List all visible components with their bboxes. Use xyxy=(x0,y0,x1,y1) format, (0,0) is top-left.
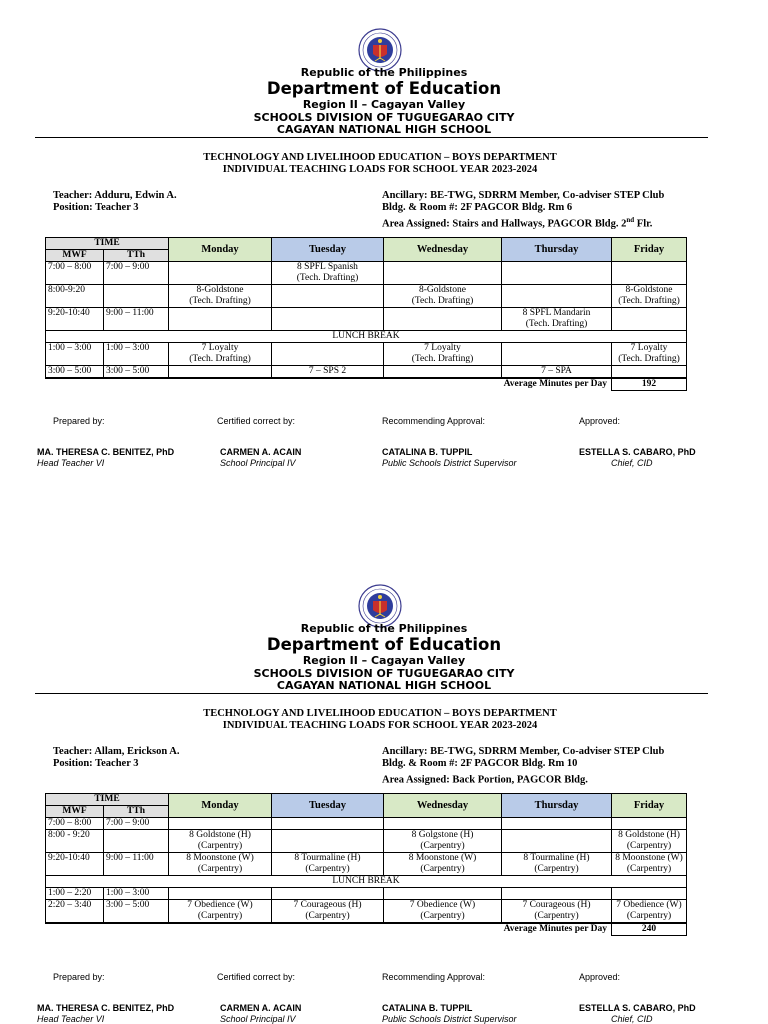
teacher-position: Position: Teacher 3 xyxy=(53,202,139,213)
schedule-cell xyxy=(384,818,502,830)
time-tth: 7:00 – 9:00 xyxy=(104,818,169,830)
teaching-load-form xyxy=(0,556,768,1024)
teacher-name: Teacher: Allam, Erickson A. xyxy=(53,746,180,757)
schedule-cell xyxy=(169,262,272,285)
schedule-cell xyxy=(384,366,502,378)
republic-label: Republic of the Philippines xyxy=(300,66,468,79)
class-subject: (Carpentry) xyxy=(305,864,350,874)
average-label: Average Minutes per Day xyxy=(46,379,612,391)
time-tth: 9:00 – 11:00 xyxy=(104,853,169,876)
class-section: 8 Goldstone (H) xyxy=(189,830,251,840)
schedule-cell xyxy=(169,853,272,876)
header-thursday: Thursday xyxy=(502,238,612,262)
schedule-cell xyxy=(272,830,384,853)
class-section: 7 Courageous (H) xyxy=(293,900,362,910)
header-time: TIME xyxy=(46,794,169,806)
schedule-cell xyxy=(272,285,384,308)
header-tuesday: Tuesday xyxy=(272,238,384,262)
class-section: 8-Goldstone xyxy=(625,285,673,295)
schedule-cell xyxy=(502,818,612,830)
time-mwf: 8:00-9:20 xyxy=(46,285,104,308)
teacher-info xyxy=(53,746,180,770)
class-section: 8 SPFL Mandarin xyxy=(522,308,591,318)
header-tth: TTh xyxy=(104,806,169,818)
area-assigned xyxy=(382,770,664,787)
area-assigned xyxy=(382,214,664,231)
class-subject: (Carpentry) xyxy=(420,864,465,874)
prepared-label: Prepared by: xyxy=(53,972,105,982)
class-section: 7 Courageous (H) xyxy=(522,900,591,910)
header-monday: Monday xyxy=(169,238,272,262)
room: Bldg. & Room #: 2F PAGCOR Bldg. Rm 10 xyxy=(382,758,578,769)
time-tth xyxy=(104,285,169,308)
prepared-label: Prepared by: xyxy=(53,416,105,426)
ancillary: Ancillary: BE-TWG, SDRRM Member, Co-adviser STEP Club xyxy=(382,746,665,757)
class-section: 8 Goldstone (H) xyxy=(618,830,680,840)
prepared-role: Head Teacher VI xyxy=(37,458,105,468)
class-section: 8 Golgstone (H) xyxy=(411,830,474,840)
table-row xyxy=(46,830,687,853)
schedule-cell xyxy=(169,900,272,923)
time-tth: 3:00 – 5:00 xyxy=(104,366,169,378)
schedule-cell xyxy=(169,888,272,900)
form-subtitle: INDIVIDUAL TEACHING LOADS FOR SCHOOL YEAR 2023-2024 xyxy=(222,164,538,175)
schedule-cell xyxy=(612,366,687,378)
table-header-row xyxy=(46,238,687,250)
class-subject: (Carpentry) xyxy=(420,841,465,851)
recommending-label: Recommending Approval: xyxy=(382,416,486,426)
schedule-cell xyxy=(272,818,384,830)
average-minutes: 192 xyxy=(612,379,687,391)
schedule-cell xyxy=(502,830,612,853)
assignment-info xyxy=(382,190,664,231)
prepared-name: MA. THERESA C. BENITEZ, PhD xyxy=(37,1003,175,1013)
class-section: 7 Obedience (W) xyxy=(409,900,476,910)
teacher-position: Position: Teacher 3 xyxy=(53,758,139,769)
table-row xyxy=(46,262,687,285)
certified-role: School Principal IV xyxy=(220,1014,296,1024)
time-mwf: 3:00 – 5:00 xyxy=(46,366,104,378)
class-subject: (Carpentry) xyxy=(420,911,465,921)
class-section: 8 Tourmaline (H) xyxy=(523,853,590,863)
schedule-cell xyxy=(384,888,502,900)
header-mwf: MWF xyxy=(46,806,104,818)
class-subject: (Carpentry) xyxy=(197,864,243,874)
class-section: 8 Tourmaline (H) xyxy=(294,853,361,863)
time-mwf: 8:00 - 9:20 xyxy=(46,830,104,853)
schedule-cell xyxy=(384,343,502,366)
header-divider xyxy=(35,693,708,694)
class-subject: (Tech. Drafting) xyxy=(525,319,588,329)
schedule-cell xyxy=(612,262,687,285)
recommending-label: Recommending Approval: xyxy=(382,972,486,982)
header-divider xyxy=(35,137,708,138)
form-title: TECHNOLOGY AND LIVELIHOOD EDUCATION – BOYS DEPARTMENT xyxy=(203,708,557,719)
approved-label: Approved: xyxy=(579,416,621,426)
certified-name: CARMEN A. ACAIN xyxy=(220,447,302,457)
class-subject: (Tech. Drafting) xyxy=(618,296,680,306)
schedule-cell xyxy=(612,888,687,900)
recommending-name: CATALINA B. TUPPIL xyxy=(382,447,473,457)
time-tth: 9:00 – 11:00 xyxy=(104,308,169,331)
table-header-row xyxy=(46,794,687,806)
schedule-cell xyxy=(502,285,612,308)
header-friday: Friday xyxy=(612,238,687,262)
form-title: TECHNOLOGY AND LIVELIHOOD EDUCATION – BOYS DEPARTMENT xyxy=(203,152,557,163)
header-thursday: Thursday xyxy=(502,794,612,818)
average-row xyxy=(46,379,687,391)
class-subject: (Carpentry) xyxy=(534,911,579,921)
time-mwf: 9:20-10:40 xyxy=(46,853,104,876)
schedule-cell xyxy=(384,830,502,853)
lunch-row xyxy=(46,876,687,888)
class-subject: (Tech. Drafting) xyxy=(411,354,474,364)
schedule-cell xyxy=(502,343,612,366)
schedule-cell xyxy=(612,308,687,331)
time-mwf: 1:00 – 2:20 xyxy=(46,888,104,900)
class-subject: (Carpentry) xyxy=(626,841,672,851)
schedule-cell xyxy=(272,308,384,331)
school-label: CAGAYAN NATIONAL HIGH SCHOOL xyxy=(276,123,492,136)
school-label: CAGAYAN NATIONAL HIGH SCHOOL xyxy=(276,679,492,692)
form-subtitle: INDIVIDUAL TEACHING LOADS FOR SCHOOL YEAR 2023-2024 xyxy=(222,720,538,731)
table-row xyxy=(46,900,687,923)
header-friday: Friday xyxy=(612,794,687,818)
division-label: SCHOOLS DIVISION OF TUGUEGARAO CITY xyxy=(253,667,515,680)
approved-role: Chief, CID xyxy=(611,1014,653,1024)
lunch-row xyxy=(46,331,687,343)
schedule-cell xyxy=(384,285,502,308)
certified-label: Certified correct by: xyxy=(217,416,296,426)
header-tth: TTh xyxy=(104,250,169,262)
assignment-info xyxy=(382,746,664,787)
class-section: 8-Goldstone xyxy=(419,285,466,295)
class-section: 8 Moonstone (W) xyxy=(186,853,254,863)
schedule-cell xyxy=(502,888,612,900)
table-row xyxy=(46,818,687,830)
table-row xyxy=(46,888,687,900)
time-mwf: 7:00 – 8:00 xyxy=(46,818,104,830)
ancillary: Ancillary: BE-TWG, SDRRM Member, Co-adviser STEP Club xyxy=(382,190,665,201)
schedule-cell xyxy=(169,830,272,853)
approved-label: Approved: xyxy=(579,972,621,982)
schedule-cell xyxy=(502,366,612,378)
class-subject: (Tech. Drafting) xyxy=(618,354,680,364)
schedule-cell xyxy=(612,830,687,853)
lunch-break: LUNCH BREAK xyxy=(46,331,687,343)
area-text: Area Assigned: Stairs and Hallways, PAGCOR Bldg. 2 xyxy=(382,218,627,230)
class-section: 7 Obedience (W) xyxy=(616,900,682,910)
schedule-cell xyxy=(169,818,272,830)
time-tth: 1:00 – 3:00 xyxy=(104,888,169,900)
time-tth xyxy=(104,830,169,853)
department-title: Department of Education xyxy=(266,79,502,98)
class-subject: (Carpentry) xyxy=(534,864,579,874)
header-wednesday: Wednesday xyxy=(384,794,502,818)
teacher-name: Teacher: Adduru, Edwin A. xyxy=(53,190,177,201)
area-text-end: Flr. xyxy=(634,218,653,230)
header-mwf: MWF xyxy=(46,250,104,262)
class-subject: (Carpentry) xyxy=(197,911,243,921)
area-text: Area Assigned: Back Portion, PAGCOR Bldg. xyxy=(382,774,588,786)
table-row xyxy=(46,853,687,876)
schedule-cell xyxy=(612,853,687,876)
class-subject: (Tech. Drafting) xyxy=(189,354,251,364)
class-section: 8 Moonstone (W) xyxy=(615,853,683,863)
schedule-cell xyxy=(272,262,384,285)
time-tth: 7:00 – 9:00 xyxy=(104,262,169,285)
schedule-table xyxy=(45,237,687,391)
class-section: 7 – SPA xyxy=(541,366,572,376)
time-tth: 3:00 – 5:00 xyxy=(104,900,169,923)
schedule-cell xyxy=(612,818,687,830)
class-section: 7 Obedience (W) xyxy=(187,900,253,910)
header-wednesday: Wednesday xyxy=(384,238,502,262)
schedule-cell xyxy=(272,900,384,923)
table-row xyxy=(46,343,687,366)
average-label: Average Minutes per Day xyxy=(46,924,612,936)
schedule-cell xyxy=(502,853,612,876)
class-subject: (Carpentry) xyxy=(197,841,243,851)
schedule-cell xyxy=(502,262,612,285)
certified-label: Certified correct by: xyxy=(217,972,296,982)
class-subject: (Carpentry) xyxy=(305,911,350,921)
schedule-cell xyxy=(384,900,502,923)
room: Bldg. & Room #: 2F PAGCOR Bldg. Rm 6 xyxy=(382,202,573,213)
recommending-role: Public Schools District Supervisor xyxy=(382,1014,517,1024)
schedule-cell xyxy=(612,343,687,366)
schedule-cell xyxy=(384,853,502,876)
time-tth: 1:00 – 3:00 xyxy=(104,343,169,366)
approved-role: Chief, CID xyxy=(611,458,653,468)
class-subject: (Carpentry) xyxy=(626,911,672,921)
region-label: Region II – Cagayan Valley xyxy=(302,98,466,111)
schedule-cell xyxy=(272,343,384,366)
schedule-cell xyxy=(384,262,502,285)
class-section: 7 Loyalty xyxy=(201,343,239,353)
class-subject: (Tech. Drafting) xyxy=(411,296,474,306)
prepared-role: Head Teacher VI xyxy=(37,1014,105,1024)
schedule-cell xyxy=(384,308,502,331)
class-section: 7 – SPS 2 xyxy=(308,366,347,376)
class-section: 8 SPFL Spanish xyxy=(297,262,358,272)
time-mwf: 9:20-10:40 xyxy=(46,308,104,331)
prepared-name: MA. THERESA C. BENITEZ, PhD xyxy=(37,447,175,457)
schedule-cell xyxy=(502,308,612,331)
header-tuesday: Tuesday xyxy=(272,794,384,818)
time-mwf: 7:00 – 8:00 xyxy=(46,262,104,285)
division-label: SCHOOLS DIVISION OF TUGUEGARAO CITY xyxy=(253,111,515,124)
header-time: TIME xyxy=(46,238,169,250)
region-label: Region II – Cagayan Valley xyxy=(302,654,466,667)
recommending-name: CATALINA B. TUPPIL xyxy=(382,1003,473,1013)
recommending-role: Public Schools District Supervisor xyxy=(382,458,517,468)
schedule-cell xyxy=(169,308,272,331)
approved-name: ESTELLA S. CABARO, PhD xyxy=(579,1003,696,1013)
class-section: 8-Goldstone xyxy=(196,285,244,295)
schedule-cell xyxy=(272,888,384,900)
schedule-cell xyxy=(272,366,384,378)
certified-role: School Principal IV xyxy=(220,458,296,468)
teacher-info xyxy=(53,190,177,214)
schedule-cell xyxy=(272,853,384,876)
table-row xyxy=(46,285,687,308)
schedule-table xyxy=(45,793,687,936)
average-row xyxy=(46,924,687,936)
schedule-cell xyxy=(612,285,687,308)
lunch-break: LUNCH BREAK xyxy=(46,876,687,888)
class-subject: (Tech. Drafting) xyxy=(189,296,251,306)
schedule-cell xyxy=(169,366,272,378)
average-minutes: 240 xyxy=(612,924,687,936)
schedule-cell xyxy=(612,900,687,923)
time-mwf: 1:00 – 3:00 xyxy=(46,343,104,366)
republic-label: Republic of the Philippines xyxy=(300,622,468,635)
class-subject: (Tech. Drafting) xyxy=(296,273,359,283)
schedule-cell xyxy=(169,343,272,366)
class-section: 7 Loyalty xyxy=(630,343,668,353)
schedule-cell xyxy=(502,900,612,923)
time-mwf: 2:20 – 3:40 xyxy=(46,900,104,923)
class-subject: (Carpentry) xyxy=(626,864,672,874)
certified-name: CARMEN A. ACAIN xyxy=(220,1003,302,1013)
table-row xyxy=(46,308,687,331)
class-section: 8 Moonstone (W) xyxy=(408,853,477,863)
department-title: Department of Education xyxy=(266,635,502,654)
header-monday: Monday xyxy=(169,794,272,818)
class-section: 7 Loyalty xyxy=(424,343,461,353)
schedule-cell xyxy=(169,285,272,308)
area-superscript: nd xyxy=(626,216,635,224)
approved-name: ESTELLA S. CABARO, PhD xyxy=(579,447,696,457)
table-row xyxy=(46,366,687,378)
